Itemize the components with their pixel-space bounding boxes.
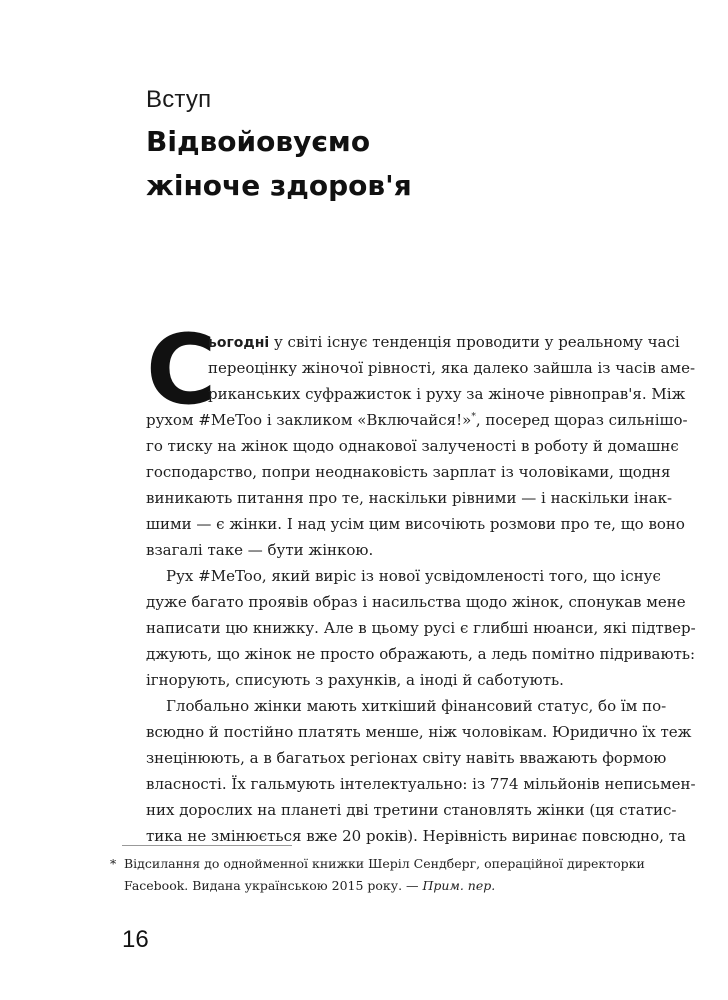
- text-line: Рух #MeToo, який виріс із нової усвідомленості того, що існує: [166, 567, 661, 585]
- chapter-title-line-2: жіноче здоров'я: [146, 169, 412, 202]
- footnote-reference: *: [471, 412, 476, 422]
- paragraph-1: [146, 314, 696, 563]
- text-line: джують, що жінок не просто ображають, а ледь помітно підривають:: [146, 645, 696, 663]
- section-label: Вступ: [146, 86, 212, 113]
- paragraph-3: [146, 693, 696, 849]
- chapter-title-line-1: Відвойовуємо: [146, 125, 371, 158]
- text-line: рухом #MeToo і закликом «Включайся!»*, посеред щораз сильнішо-: [146, 411, 688, 429]
- text-line: знецінюють, а в багатьох регіонах світу навіть вважають формою: [146, 749, 667, 767]
- text-line: ігнорують, списують з рахунків, а іноді й саботують.: [146, 671, 564, 689]
- paragraph-2: [146, 563, 696, 693]
- footnote-marker: *: [110, 856, 117, 871]
- page-number: 16: [122, 926, 149, 953]
- footnote: [110, 853, 645, 897]
- text-line: дуже багато проявів образ і насильства щодо жінок, спонукав мене: [146, 593, 686, 611]
- text-line: господарство, попри неоднаковість зарплат із чоловіками, щодня: [146, 463, 671, 481]
- text-line: переоцінку жіночої рівності, яка далеко зайшла із часів аме-: [208, 359, 696, 377]
- text-line: го тиску на жінок щодо однакової залученості в роботу й домашнє: [146, 437, 679, 455]
- text-line: Глобально жінки мають хиткіший фінансовий статус, бо їм по-: [166, 697, 667, 715]
- drop-cap: С: [146, 314, 217, 426]
- text-line: взагалі таке — бути жінкою.: [146, 541, 374, 559]
- translator-note: Прим. пер.: [422, 878, 496, 893]
- footnote-line-1: * Відсилання до однойменної книжки Шеріл Сендберг, операційної директорки: [110, 853, 630, 875]
- text-line: всюдно й постійно платять менше, ніж чоловікам. Юридично їх теж: [146, 723, 692, 741]
- text-line: риканських суфражисток і руху за жіноче рівноправ'я. Між: [208, 385, 686, 403]
- text-line: виникають питання про те, наскільки рівними — і наскільки інак-: [146, 489, 673, 507]
- footnote-divider: [122, 845, 292, 846]
- text-line: тика не змінюється вже 20 років). Нерівність виринає повсюдно, та: [146, 827, 686, 845]
- text-line: шими — є жінки. І над усім цим височіють розмови про те, що воно: [146, 515, 685, 533]
- chapter-title: [146, 120, 606, 208]
- text-line: написати цю книжку. Але в цьому русі є глибші нюанси, які підтвер-: [146, 619, 696, 637]
- body-text: [146, 314, 696, 849]
- text-line: них дорослих на планеті дві третини становлять жінки (ця статис-: [146, 801, 677, 819]
- lead-word: ьогодні: [208, 335, 270, 351]
- footnote-line-2: Facebook. Видана українською 2015 року. — Прим. пер.: [124, 878, 496, 893]
- text-line: власності. Їх гальмують інтелектуально: із 774 мільйонів неписьмен-: [146, 775, 696, 793]
- text-line: ьогодні у світі існує тенденція проводити у реальному часі: [208, 333, 680, 351]
